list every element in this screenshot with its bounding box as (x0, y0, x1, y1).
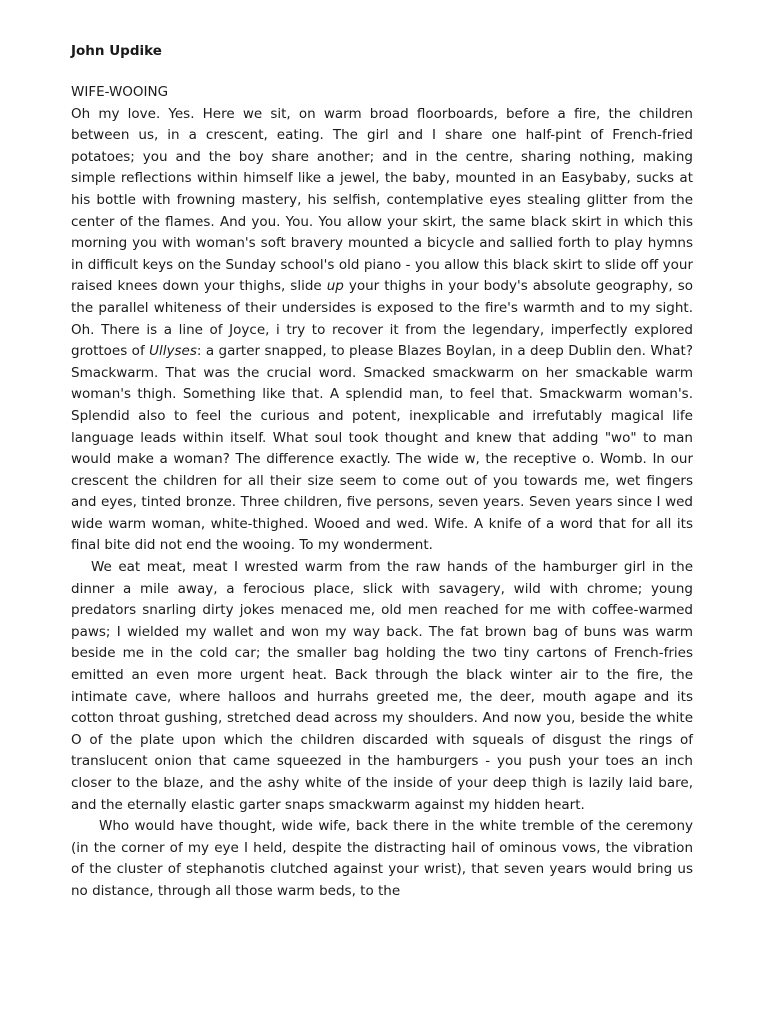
text-span: Who would have thought, wide wife, back there in the white tremble of the ceremony (in the corner of my eye I held, despite the distracting hail of ominous vows, the vibration of the cluster of stephanotis clutched against your wrist), that seven years would bring us no distance, through all those warm beds, to the (71, 818, 693, 899)
italic-word: up (326, 278, 344, 295)
document-page (71, 40, 693, 903)
text-span: We eat meat, meat I wrested warm from the raw hands of the hamburger girl in the dinner a mile away, a ferocious place, slick with savagery, wild with chrome; young predators snarling dirty jokes menaced me, old men reached for me with coffee-warmed paws; I wielded my wallet and won my way back. The fat brown bag of buns was warm beside me in the cold car; the smaller bag holding the two tiny cartons of French-fries emitted an even more urgent heat. Back through the black winter air to the fire, the intimate cave, where halloos and hurrahs greeted me, the deer, mouth agape and its cotton throat gushing, stretched dead across my shoulders. And now you, beside the white O of the plate upon which the children discarded with squeals of disgust the rings of translucent onion that came squeezed in the hamburgers - you push your toes an inch closer to the blaze, and the ashy white of the inside of your deep thigh is lazily laid bare, and the eternally elastic garter snaps smackwarm against my hidden heart. (71, 559, 693, 813)
paragraph-2 (71, 557, 693, 816)
text-span: Oh my love. Yes. Here we sit, on warm broad floorboards, before a fire, the children between us, in a crescent, eating. The girl and I share one half-pint of French-fried potatoes; you and the boy share another; and in the centre, sharing nothing, making simple reflections within himself like a jewel, the baby, mounted in an Easybaby, sucks at his bottle with frowning mastery, his selfish, contemplative eyes stealing glitter from the center of the flames. And you. You. You allow your skirt, the same black skirt in which this morning you with woman's soft bravery mounted a bicycle and sallied forth to play hymns in difficult keys on the Sunday school's old piano - you allow this black skirt to slide off your raised knees down your thighs, slide (71, 105, 693, 295)
text-span: : a garter snapped, to please Blazes Boylan, in a deep Dublin den. What? Smackwarm. That was the crucial word. Smacked smackwarm on her smackable warm woman's thigh. Something like that. A splendid man, to feel that. Smackwarm woman's. Splendid also to feel the curious and potent, inexplicable and irrefutably magical life language leads within itself. What soul took thought and knew that adding "wo" to man would make a woman? The difference exactly. The wide w, the receptive o. Womb. In our crescent the children for all their size seem to come out of you towards me, wet fingers and eyes, tinted bronze. Three children, five persons, seven years. Seven years since I wed wide warm woman, white-thighed. Wooed and wed. Wife. A knife of a word that for all its final bite did not end the wooing. To my wonderment. (71, 343, 693, 554)
italic-title: Ullyses (149, 343, 197, 360)
text-span: your thighs in your body's absolute geography, so the parallel whiteness of their undersides is exposed to the fire's warmth and to my sight. Oh. There is a line of Joyce, i try to recover it from the legendary, imperfectly explored grottoes of (71, 278, 693, 360)
author-name: John Updike (71, 43, 162, 59)
paragraph-3 (71, 816, 693, 902)
story-title: WIFE-WOOING (71, 84, 169, 100)
paragraph-1 (71, 104, 693, 557)
